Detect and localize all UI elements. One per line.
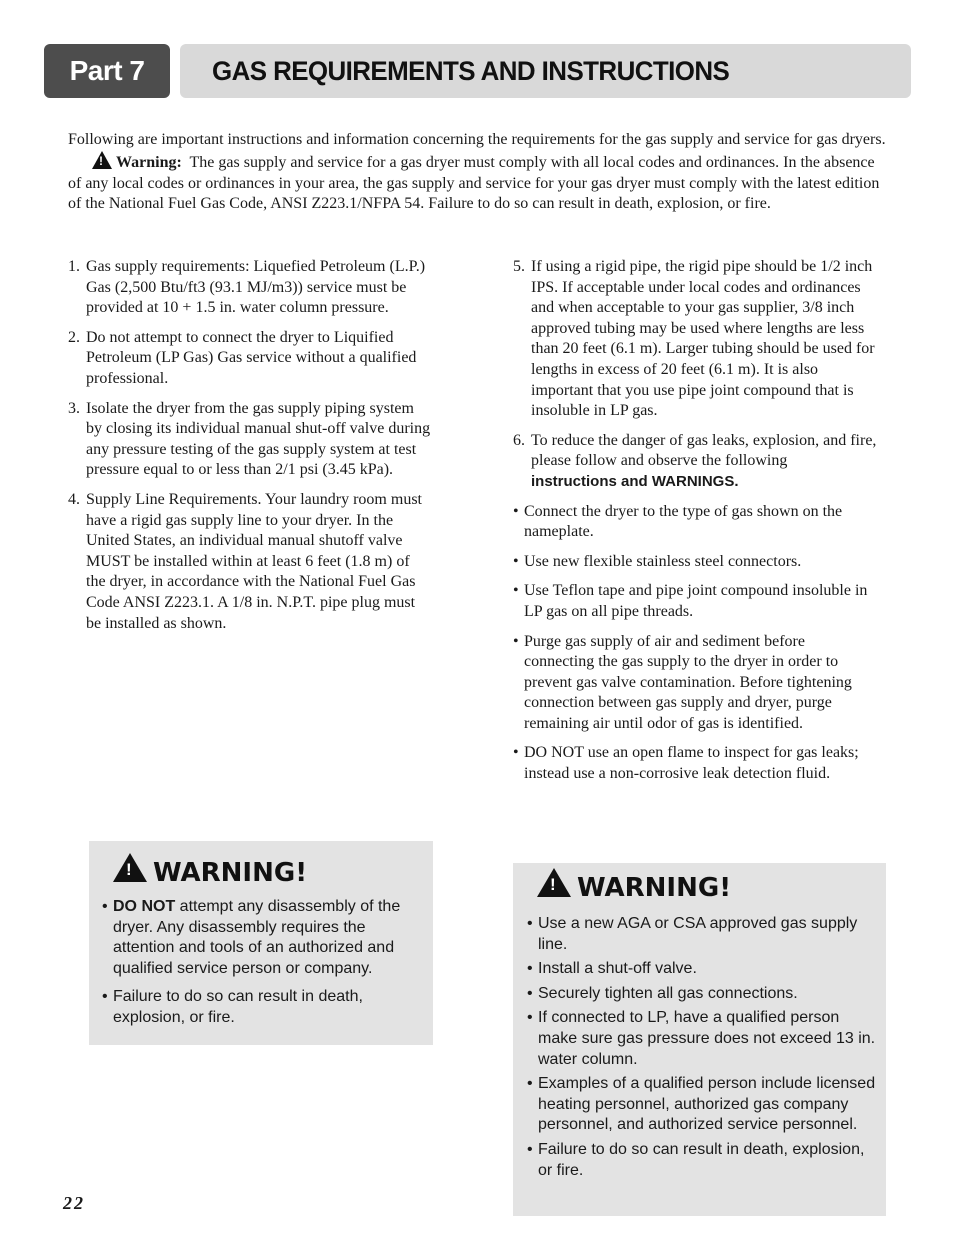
title-bar — [180, 44, 911, 98]
item-text: Supply Line Requirements. Your laundry room must have a rigid gas supply line to your dryer. In the United States, an individual manual shutoff valve MUST be installed within at least 6 feet (1.8 m) of the dryer, in accordance with the National Fuel Gas Code ANSI Z223.1. A 1/8 in. N.P.T. pipe plug must be installed as shown. — [86, 490, 422, 632]
bullet: • — [513, 744, 519, 762]
warning-item — [527, 914, 877, 955]
numbered-item-3 — [68, 399, 433, 481]
intro-warning-text: The gas supply and service for a gas dryer must comply with all local codes and ordinances. In the absence of any local codes or ordinances in your area, the gas supply and service for your gas dryer must comply with the latest edition of the National Fuel Gas Code, ANSI Z223.1/NFPA 54. Failure to do so can result in death, explosion, or fire. — [68, 153, 880, 213]
warning-item-text: Failure to do so can result in death, explosion, or fire. — [113, 988, 363, 1026]
warning-item-text: Examples of a qualified person include licensed heating personnel, authorized gas company personnel, and authorized service personnel. — [538, 1075, 876, 1134]
warning-list — [102, 897, 427, 1037]
bullet: • — [102, 898, 108, 915]
warning-heading-text: WARNING! — [153, 858, 308, 888]
bullet-item — [513, 552, 878, 573]
bullet: • — [527, 960, 533, 978]
bullet: • — [513, 582, 519, 600]
part-label: Part 7 — [44, 44, 170, 98]
warning-item — [102, 897, 427, 979]
numbered-item-5 — [513, 257, 878, 422]
numbered-item-1 — [68, 257, 433, 319]
bullet-text: Use Teflon tape and pipe joint compound insoluble in LP gas on all pipe threads. — [524, 582, 868, 620]
item-number: 4. — [68, 490, 80, 508]
bullet: • — [527, 984, 533, 1002]
bullet-text: DO NOT use an open flame to inspect for gas leaks; instead use a non-corrosive leak detection fluid. — [524, 744, 859, 783]
warning-item — [527, 959, 877, 980]
item-text: Do not attempt to connect the dryer to Liquified Petroleum (LP Gas) Gas service without a qualified professional. — [86, 328, 417, 387]
bullet-item — [513, 743, 878, 784]
warning-item-text: If connected to LP, have a qualified person make sure gas pressure does not exceed 13 in. water column. — [538, 1009, 876, 1068]
bullet-item — [513, 581, 878, 622]
warning-heading-text: WARNING! — [577, 873, 732, 903]
warning-list — [527, 914, 877, 1185]
intro-warning-label: Warning: — [116, 153, 182, 171]
bullet: • — [102, 988, 108, 1006]
bullet-text: Purge gas supply of air and sediment before connecting the gas supply to the dryer in order to prevent gas valve contamination. Before tightening connection between gas supply and dryer, purge remaining air until odor of gas is identified. — [524, 632, 852, 732]
bullet: • — [513, 632, 519, 650]
intro-paragraph — [68, 130, 888, 215]
item-text: If using a rigid pipe, the rigid pipe should be 1/2 inch IPS. If acceptable under local codes and ordinances and when acceptable to your gas supplier, 3/8 inch approved tubing may be used where lengths are less than 20 feet (6.1 m). Larger tubing should be used for lengths in excess of 20 feet (6.1 m). It is also important that you use pipe joint compound that is insoluble in LP gas. — [531, 258, 875, 420]
warning-box-disassembly — [89, 841, 433, 1045]
numbered-item-6 — [513, 431, 878, 493]
page-title: GAS REQUIREMENTS AND INSTRUCTIONS — [212, 56, 730, 86]
warning-triangle-icon — [537, 868, 571, 897]
warning-box-gas-supply — [513, 863, 886, 1216]
warning-item — [527, 1074, 877, 1136]
warning-item-text: Securely tighten all gas connections. — [538, 984, 798, 1002]
warning-triangle-icon — [92, 151, 112, 169]
right-column — [513, 257, 878, 794]
item-number: 2. — [68, 328, 80, 346]
item-number: 5. — [513, 258, 525, 275]
warning-triangle-icon — [113, 853, 147, 882]
left-column — [68, 257, 433, 643]
intro-lead: Following are important instructions and information concerning the requirements for the gas supply and service for gas dryers. — [68, 131, 886, 148]
numbered-item-2 — [68, 328, 433, 390]
warning-item — [527, 1140, 877, 1181]
bullet-text: Use new flexible stainless steel connectors. — [524, 552, 802, 570]
warning-item-text: Install a shut-off valve. — [538, 960, 697, 978]
warning-item — [102, 987, 427, 1028]
warning-item — [527, 984, 877, 1005]
numbered-item-4 — [68, 490, 433, 634]
item-number: 6. — [513, 431, 525, 449]
item-text: To reduce the danger of gas leaks, explosion, and fire, please follow and observe the following — [531, 431, 877, 470]
bullet: • — [527, 1140, 533, 1158]
bullet: • — [513, 502, 519, 520]
bullet: • — [527, 1009, 533, 1027]
warning-item-text: attempt any disassembly of the dryer. Any disassembly requires the attention and tools of an authorized and qualified service person or company. — [113, 898, 401, 977]
bullet-text: Connect the dryer to the type of gas shown on the nameplate. — [524, 502, 843, 541]
warning-item-bold: DO NOT — [113, 898, 176, 915]
page-number: 22 — [63, 1193, 85, 1213]
warning-item-text: Failure to do so can result in death, explosion, or fire. — [538, 1140, 865, 1179]
bullet-item — [513, 502, 878, 543]
warning-item-text: Use a new AGA or CSA approved gas supply line. — [538, 915, 858, 953]
warning-heading — [537, 868, 731, 903]
bullet: • — [527, 1075, 533, 1093]
warning-item — [527, 1008, 877, 1070]
warning-heading — [113, 853, 307, 888]
item-bold-text: instructions and WARNINGS. — [531, 472, 739, 490]
item-text: Isolate the dryer from the gas supply piping system by closing its individual manual shut-off valve during any pressure testing of the gas supply system at test pressure equal to or less than 2/1 psi (3.45 kPa). — [86, 399, 431, 479]
item-number: 1. — [68, 258, 80, 275]
item-number: 3. — [68, 399, 80, 417]
bullet: • — [527, 915, 533, 932]
item-text: Gas supply requirements: Liquefied Petroleum (L.P.) Gas (2,500 Btu/ft3 (93.1 MJ/m3)) service must be provided at 10 + 1.5 in. water column pressure. — [86, 258, 426, 317]
bullet-item — [513, 632, 878, 735]
bullet: • — [513, 552, 519, 570]
